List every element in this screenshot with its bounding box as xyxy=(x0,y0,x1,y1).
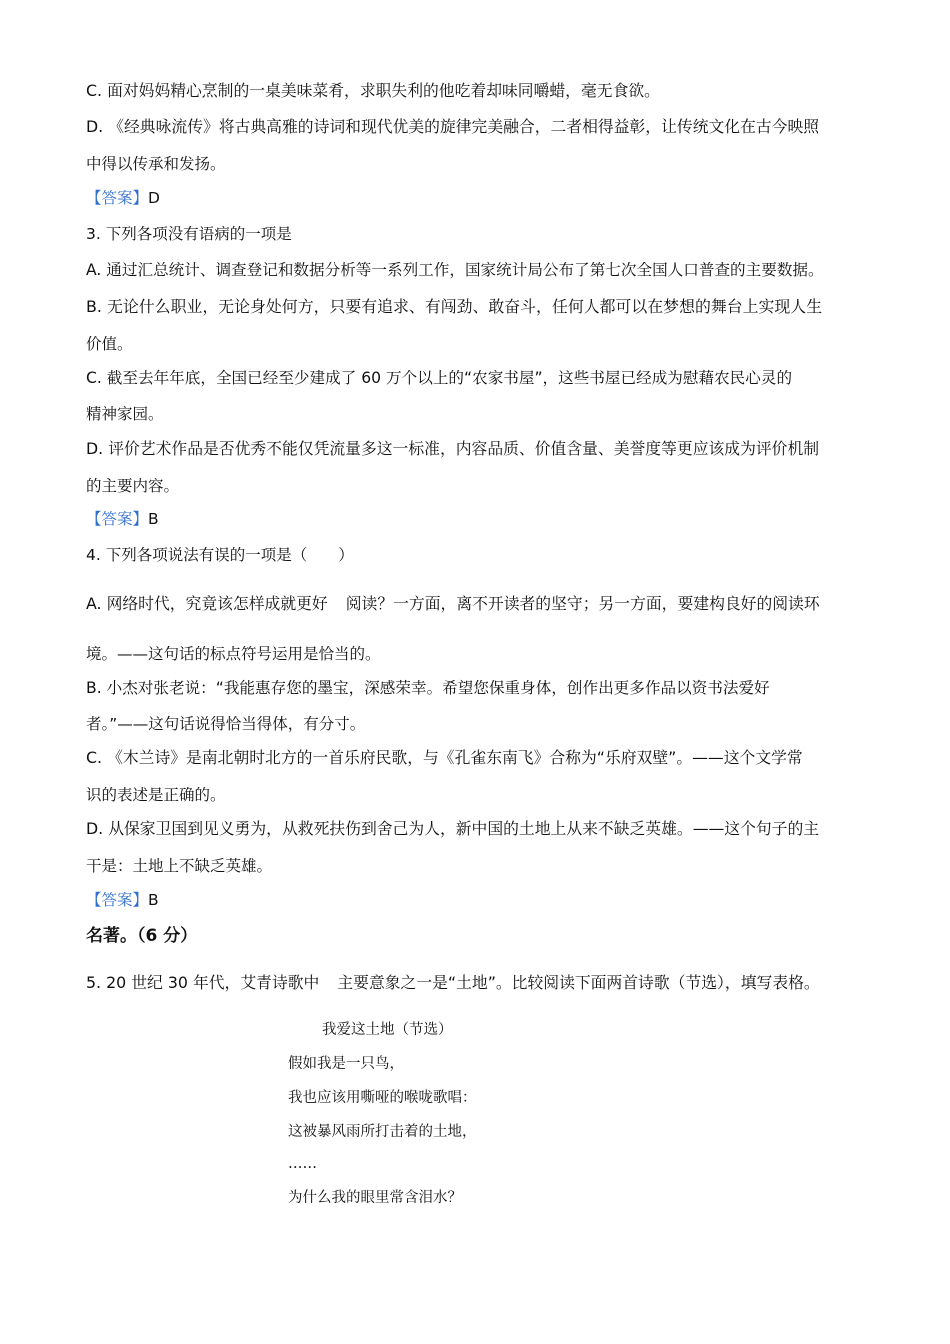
q4-option-c-line2: 识的表述是正确的。 xyxy=(86,786,226,804)
q5-stem xyxy=(86,972,820,994)
q4-stem: 4. 下列各项说法有误的一项是（ ） xyxy=(86,546,354,564)
answer-tag: 【答案】 xyxy=(86,891,149,909)
q3-option-d-line1: D. 评价艺术作品是否优秀不能仅凭流量多这一标准，内容品质、价值含量、美誉度等更应该成为评价机制 xyxy=(86,439,820,458)
answer-value: B xyxy=(148,891,159,909)
section-heading: 名著。（6 分） xyxy=(86,926,198,946)
q5-stem-part2: 主要意象之一是“土地”。比较阅读下面两首诗歌（节选），填写表格。 xyxy=(337,973,820,992)
answer-value: D xyxy=(148,189,160,207)
answer-tag: 【答案】 xyxy=(86,189,149,207)
poem-line: 这被暴风雨所打击着的土地， xyxy=(288,1124,477,1140)
poem-line: 我也应该用嘶哑的喉咙歌唱： xyxy=(288,1090,477,1106)
q2-option-d-line1: D. 《经典咏流传》将古典高雅的诗词和现代优美的旋律完美融合，二者相得益彰，让传统文化在古今映照 xyxy=(86,117,820,136)
q3-option-b-line2: 价值。 xyxy=(86,335,133,353)
q2-answer xyxy=(86,187,160,209)
poem-line: 为什么我的眼里常含泪水？ xyxy=(288,1190,462,1206)
q3-answer xyxy=(86,508,159,530)
q3-stem: 3. 下列各项没有语病的一项是 xyxy=(86,225,292,243)
q3-option-c-line1: C. 截至去年年底，全国已经至少建成了 60 万个以上的“农家书屋”，这些书屋已经成为慰藉农民心灵的 xyxy=(86,369,793,387)
poem-title: 我爱这土地（节选） xyxy=(322,1022,453,1038)
q4-option-a-part1: A. 网络时代，究竟该怎样成就更好 xyxy=(86,594,328,613)
poem-line: 假如我是一只鸟， xyxy=(288,1056,404,1072)
q4-option-b-line2: 者。”——这句话说得恰当得体，有分寸。 xyxy=(86,715,366,733)
q2-option-d-line2: 中得以传承和发扬。 xyxy=(86,155,226,173)
q4-option-b-line1: B. 小杰对张老说：“我能惠存您的墨宝，深感荣幸。希望您保重身体，创作出更多作品以资书法爱好 xyxy=(86,679,770,697)
q4-option-d-line1: D. 从保家卫国到见义勇为，从救死扶伤到舍己为人，新中国的土地上从来不缺乏英雄。——这个句子的主 xyxy=(86,819,820,838)
q3-option-d-line2: 的主要内容。 xyxy=(86,477,180,495)
q3-option-b-line1: B. 无论什么职业，无论身处何方，只要有追求、有闯劲、敢奋斗，任何人都可以在梦想的舞台上实现人生 xyxy=(86,297,823,316)
q4-option-a-line1 xyxy=(86,593,820,615)
q2-option-c: C. 面对妈妈精心烹制的一桌美味菜肴，求职失利的他吃着却味同嚼蜡，毫无食欲。 xyxy=(86,81,660,100)
q3-option-c-line2: 精神家园。 xyxy=(86,405,164,423)
answer-value: B xyxy=(148,510,159,528)
q5-stem-part1: 5. 20 世纪 30 年代，艾青诗歌中 xyxy=(86,973,320,992)
answer-tag: 【答案】 xyxy=(86,510,149,528)
q4-option-d-line2: 干是：土地上不缺乏英雄。 xyxy=(86,857,273,875)
q4-option-a-part2: 阅读？一方面，离不开读者的坚守；另一方面，要建构良好的阅读环 xyxy=(345,594,820,613)
q4-answer xyxy=(86,889,159,911)
q4-option-a-line2: 境。——这句话的标点符号运用是恰当的。 xyxy=(86,645,381,663)
q4-option-c-line1: C. 《木兰诗》是南北朝时北方的一首乐府民歌，与《孔雀东南飞》合称为“乐府双壁”。——这个文学常 xyxy=(86,748,803,767)
q3-option-a: A. 通过汇总统计、调查登记和数据分析等一系列工作，国家统计局公布了第七次全国人口普查的主要数据。 xyxy=(86,261,824,279)
poem-ellipsis: …… xyxy=(288,1156,317,1172)
